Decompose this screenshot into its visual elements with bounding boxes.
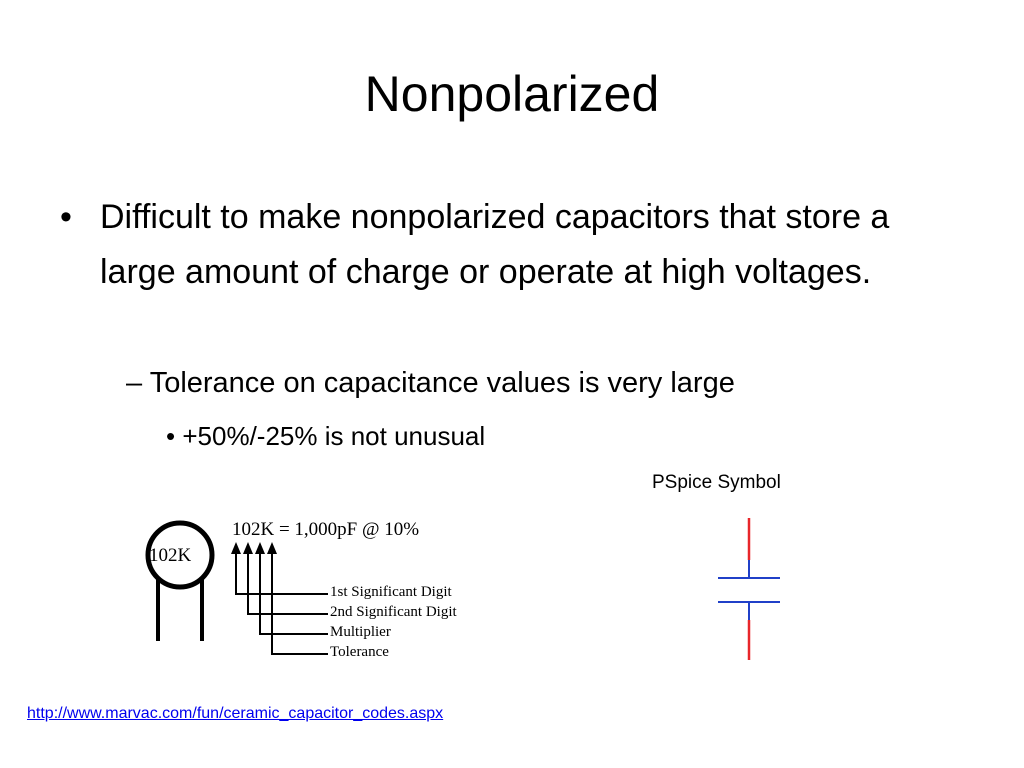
bullet-text: Difficult to make nonpolarized capacitors that store a large amount of charge or operate at high voltages. [100, 198, 890, 291]
bullet-marker: • [60, 198, 72, 236]
bullet-level-2 [126, 363, 926, 403]
source-link[interactable]: http://www.marvac.com/fun/ceramic_capacitor_codes.aspx [27, 705, 444, 722]
pspice-capacitor-symbol-icon [710, 512, 790, 664]
sub-sub-bullet-text: +50%/-25% is not unusual [182, 421, 486, 451]
label-second-significant-digit: 2nd Significant Digit [330, 604, 457, 620]
dash-marker: – [126, 367, 143, 399]
capacitor-code-text: 102K [149, 545, 192, 566]
slide-title: Nonpolarized [364, 66, 660, 122]
label-multiplier: Multiplier [330, 624, 391, 640]
pspice-symbol-label: PSpice Symbol [652, 472, 781, 493]
bullet-marker-small: • [166, 421, 176, 451]
ceramic-capacitor-code-figure [140, 510, 500, 670]
label-first-significant-digit: 1st Significant Digit [330, 584, 452, 600]
label-tolerance: Tolerance [330, 644, 389, 660]
sub-bullet-text: Tolerance on capacitance values is very large [149, 367, 735, 399]
capacitor-code-equation: 102K = 1,000pF @ 10% [232, 519, 420, 540]
bullet-level-3 [166, 419, 666, 453]
